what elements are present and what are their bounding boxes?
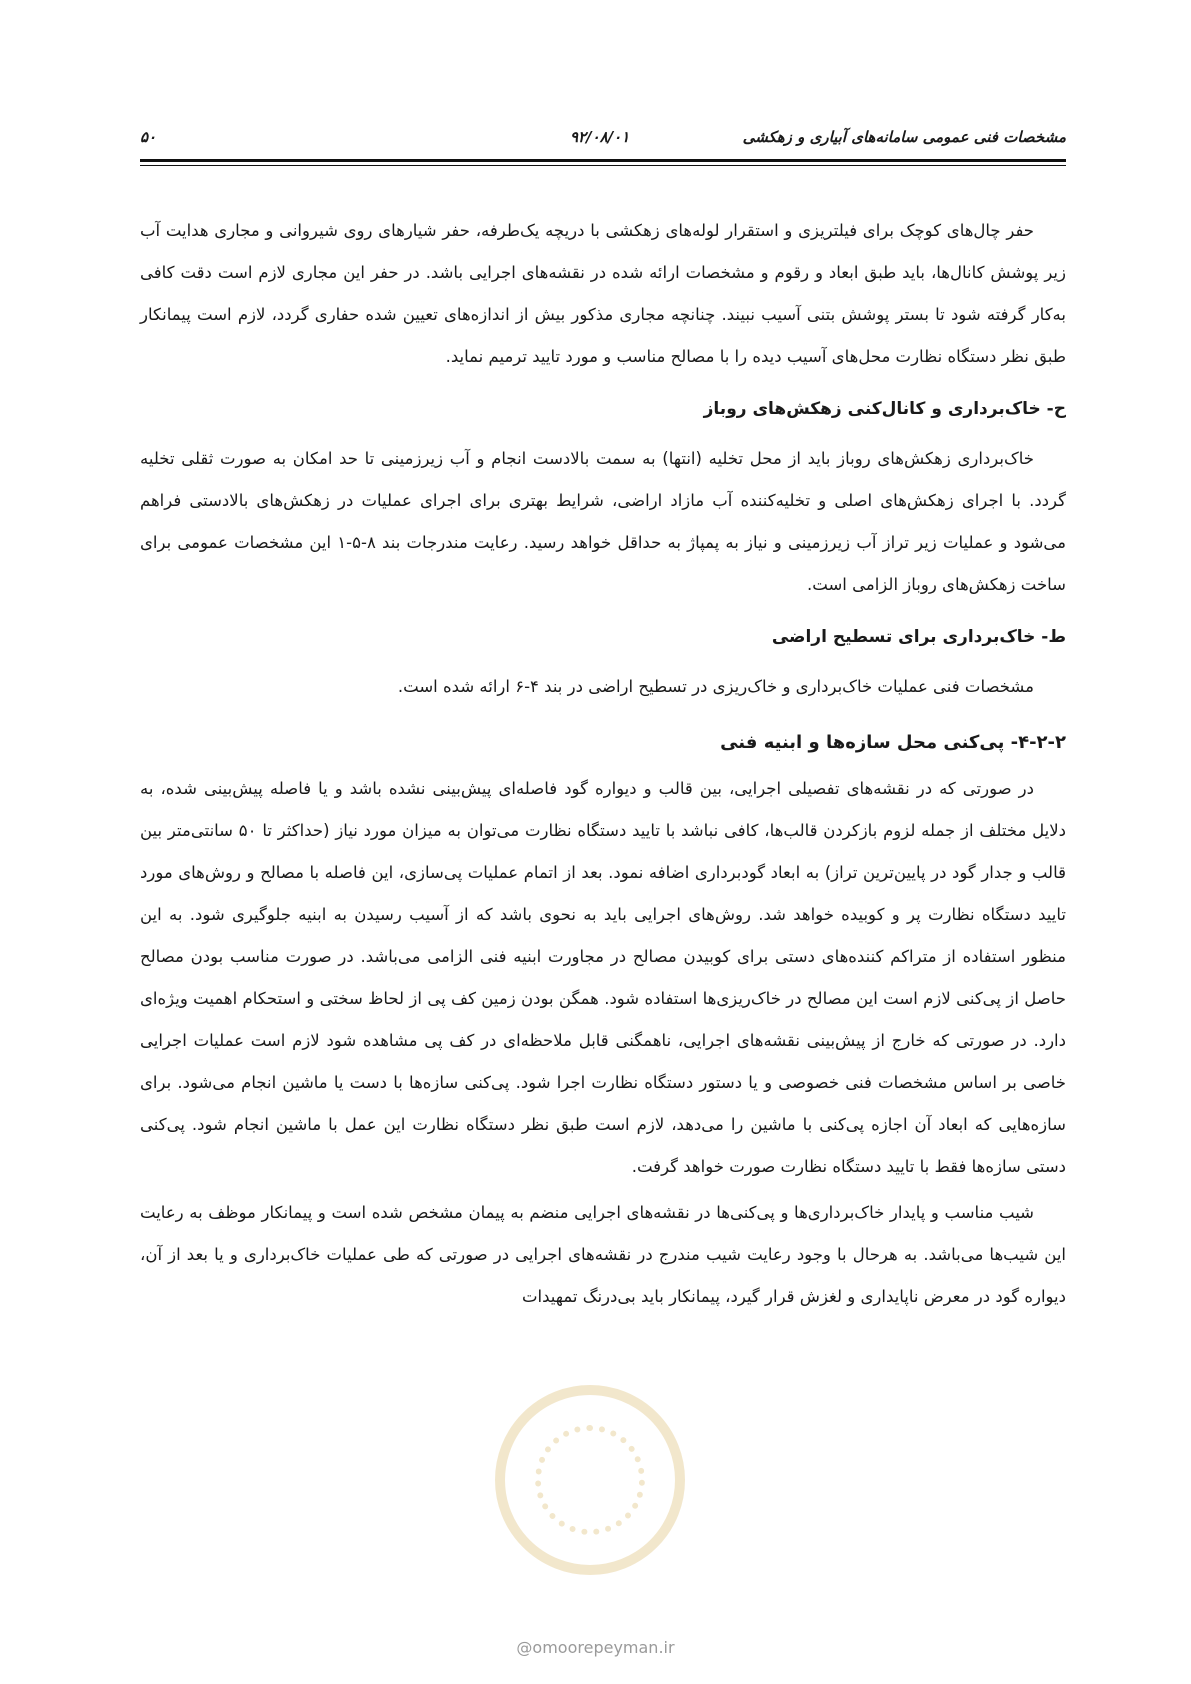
document-body: [140, 210, 1066, 1322]
header-title: مشخصات فنی عمومی سامانه‌های آبیاری و زهکشی: [742, 128, 1066, 146]
section-heading-foundations: ۴-۲-۲- پی‌کنی محل سازه‌ها و ابنیه فنی: [720, 732, 1066, 753]
header-rule-thick: [140, 159, 1066, 162]
paragraph-foundation-excavation: در صورتی که در نقشه‌های تفصیلی اجرایی، بین قالب و دیواره گود فاصله‌ای پیش‌بینی نشده باشد و یا فاصله پیش‌بینی شده، به دلایل مختلف از جمله لزوم بازکردن قالب‌ها، کافی نباشد با تایید دستگاه نظارت می‌توان به میزان مورد نیاز (حداکثر تا ۵۰ سانتی‌متر بین قالب و جدار گود در پایین‌ترین تراز) به ابعاد گودبرداری اضافه نمود. بعد از اتمام عملیات پی‌سازی، این فاصله با مصالح و روش‌های مورد تایید دستگاه نظارت پر و کوبیده خواهد شد. روش‌های اجرایی باید به نحوی باشد که از آسیب رسیدن به ابنیه جلوگیری شود. به این منظور استفاده از متراکم کننده‌های دستی برای کوبیدن مصالح در مجاورت ابنیه فنی الزامی می‌باشد. در صورت مناسب بودن مصالح حاصل از پی‌کنی لازم است این مصالح در خاک‌ریزی‌ها استفاده شود. همگن بودن زمین کف پی از لحاظ سختی و استحکام اهمیت ویژه‌ای دارد. در صورتی که خارج از پیش‌بینی نقشه‌های اجرایی، ناهمگنی قابل ملاحظه‌ای در کف پی مشاهده شود لازم است عملیات اجرایی خاصی بر اساس مشخصات فنی خصوصی و یا دستور دستگاه نظارت اجرا شود. پی‌کنی سازه‌ها با دست یا ماشین انجام می‌شود. برای سازه‌هایی که ابعاد آن اجازه پی‌کنی با ماشین را می‌دهد، لازم است طبق نظر دستگاه نظارت این عمل با ماشین انجام شود. پی‌کنی دستی سازه‌ها فقط با تایید دستگاه نظارت صورت خواهد گرفت.: [140, 779, 1066, 1176]
header-rule-thin: [140, 165, 1066, 166]
paragraph-drain-channels: حفر چال‌های کوچک برای فیلتریزی و استقرار لوله‌های زهکشی با دریچه یک‌طرفه، حفر شیارهای روی شیروانی و مجاری هدایت آب زیر پوشش کانال‌ها، باید طبق ابعاد و رقوم و مشخصات ارائه شده در نقشه‌های اجرایی باشد. در حفر این مجاری لازم است دقت کافی به‌کار گرفته شود تا بستر پوشش بتنی آسیب نبیند. چنانچه مجاری مذکور بیش از اندازه‌های تعیین شده حفاری گردد، لازم است پیمانکار طبق نظر دستگاه نظارت محل‌های آسیب دیده را با مصالح مناسب و مورد تایید ترمیم نماید.: [140, 221, 1066, 366]
header-date: ۹۲/۰۸/۰۱: [570, 128, 630, 146]
paragraph-open-drains: خاک‌برداری زهکش‌های روباز باید از محل تخلیه (انتها) به سمت بالادست انجام و آب زیرزمینی تا حد امکان به صورت ثقلی تخلیه گردد. با اجرای زهکش‌های اصلی و تخلیه‌کننده آب مازاد اراضی، شرایط بهتری برای اجرای عملیات در زهکش‌های بالادستی فراهم می‌شود و عملیات زیر تراز آب زیرزمینی و نیاز به پمپاژ به حداقل خواهد رسید. رعایت مندرجات بند ۸-۵-۱ این مشخصات عمومی برای ساخت زهکش‌های روباز الزامی است.: [140, 449, 1066, 594]
paragraph-slopes: شیب مناسب و پایدار خاک‌برداری‌ها و پی‌کنی‌ها در نقشه‌های اجرایی منضم به پیمان مشخص شده است و پیمانکار موظف به رعایت این شیب‌ها می‌باشد. به هرحال با وجود رعایت شیب مندرج در نقشه‌های اجرایی در صورتی که طی عملیات خاک‌برداری و یا بعد از آن، دیواره گود در معرض ناپایداری و لغزش قرار گیرد، پیمانکار باید بی‌درنگ تمهیدات: [140, 1203, 1066, 1306]
watermark-seal: [495, 1385, 685, 1575]
subheading-open-drains: ح- خاک‌برداری و کانال‌کنی زهکش‌های روباز: [703, 399, 1066, 419]
subheading-land-leveling: ط- خاک‌برداری برای تسطیح اراضی: [771, 627, 1066, 647]
paragraph-land-leveling: مشخصات فنی عملیات خاک‌برداری و خاک‌ریزی در تسطیح اراضی در بند ۴-۶ ارائه شده است.: [397, 677, 1034, 696]
watermark-url: @omoorepeyman.ir: [516, 1638, 675, 1657]
watermark-seal-inner: [535, 1425, 645, 1535]
page-number: ۵۰: [140, 128, 157, 146]
page-header: [140, 128, 1066, 152]
